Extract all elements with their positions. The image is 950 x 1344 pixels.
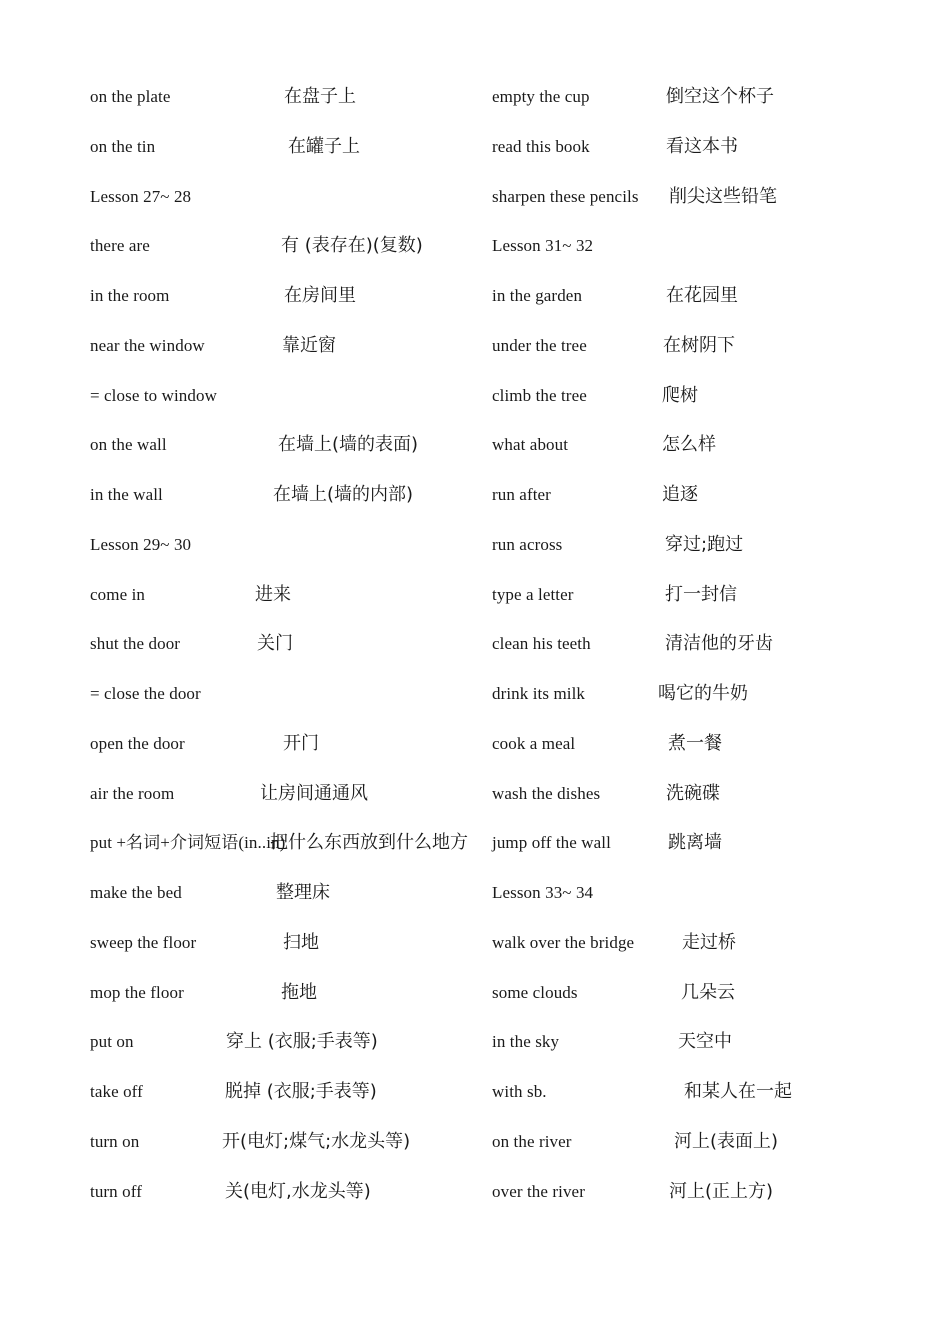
- chinese-meaning: 在树阴下: [663, 334, 735, 356]
- english-phrase: Lesson 33~ 34: [492, 883, 594, 902]
- chinese-meaning: 关(电灯,水龙头等): [225, 1180, 371, 1202]
- chinese-meaning: 穿上 (衣服;手表等): [226, 1031, 378, 1053]
- english-phrase: wash the dishes: [492, 783, 601, 803]
- english-phrase: Lesson 29~ 30: [90, 534, 192, 554]
- english-phrase: on the plate: [90, 87, 171, 106]
- english-phrase: mop the floor: [90, 982, 184, 1002]
- english-phrase: run across: [492, 534, 563, 554]
- english-phrase: = close to window: [90, 385, 217, 405]
- vocab-row: [0, 729, 950, 759]
- english-phrase: make the bed: [90, 883, 182, 902]
- vocab-row: [0, 1127, 950, 1157]
- chinese-meaning: 看这本书: [666, 135, 738, 157]
- chinese-meaning: 在罐子上: [288, 135, 360, 157]
- chinese-meaning: 河上(正上方): [669, 1180, 774, 1202]
- english-phrase: there are: [90, 236, 150, 256]
- vocab-row: [0, 928, 950, 958]
- chinese-meaning: 拖地: [281, 981, 317, 1003]
- english-phrase: what about: [492, 435, 569, 455]
- english-phrase: in the garden: [492, 286, 583, 305]
- english-phrase: put +名词+介词短语(in..in): [90, 833, 286, 853]
- chinese-meaning: 喝它的牛奶: [658, 683, 748, 704]
- english-phrase: near the window: [90, 335, 205, 355]
- vocab-row: [0, 480, 950, 510]
- vocab-row: [0, 629, 950, 659]
- english-phrase: turn off: [90, 1181, 142, 1201]
- vocab-row: [0, 281, 950, 311]
- chinese-meaning: 怎么样: [662, 434, 716, 456]
- english-phrase: = close the door: [90, 684, 201, 703]
- english-phrase: in the room: [90, 286, 170, 305]
- english-phrase: turn on: [90, 1131, 140, 1151]
- english-phrase: jump off the wall: [492, 833, 611, 853]
- vocab-row: [0, 1077, 950, 1107]
- vocab-row: [0, 679, 950, 709]
- chinese-meaning: 靠近窗: [282, 334, 336, 356]
- chinese-meaning: 和某人在一起: [684, 1081, 792, 1102]
- chinese-meaning: 走过桥: [682, 931, 736, 953]
- chinese-meaning: 倒空这个杯子: [666, 86, 774, 107]
- english-phrase: with sb.: [492, 1082, 547, 1101]
- english-phrase: on the wall: [90, 435, 167, 455]
- english-phrase: in the sky: [492, 1032, 560, 1052]
- english-phrase: sharpen these pencils: [492, 186, 639, 206]
- chinese-meaning: 在盘子上: [284, 86, 356, 107]
- vocab-row: [0, 779, 950, 809]
- vocab-row: [0, 828, 950, 858]
- chinese-meaning: 进来: [255, 583, 291, 605]
- vocab-row: [0, 580, 950, 610]
- english-phrase: in the wall: [90, 485, 163, 504]
- chinese-meaning: 跳离墙: [668, 832, 722, 854]
- english-phrase: come in: [90, 584, 145, 604]
- chinese-meaning: 扫地: [283, 931, 319, 953]
- chinese-meaning: 在墙上(墙的表面): [278, 434, 419, 456]
- english-phrase: walk over the bridge: [492, 932, 635, 952]
- chinese-meaning: 削尖这些铅笔: [669, 185, 777, 207]
- english-phrase: climb the tree: [492, 385, 587, 405]
- chinese-meaning: 让房间通通风: [260, 782, 368, 804]
- vocab-row: [0, 530, 950, 560]
- vocab-row: [0, 978, 950, 1008]
- english-phrase: on the river: [492, 1131, 572, 1151]
- chinese-meaning: 追逐: [662, 484, 698, 505]
- vocab-row: [0, 132, 950, 162]
- chinese-meaning: 煮一餐: [668, 732, 722, 754]
- vocab-row: [0, 82, 950, 112]
- vocab-row: [0, 430, 950, 460]
- english-phrase: clean his teeth: [492, 634, 591, 654]
- chinese-meaning: 整理床: [276, 882, 330, 903]
- english-phrase: take off: [90, 1082, 143, 1101]
- vocab-row: [0, 182, 950, 212]
- english-phrase: air the room: [90, 783, 175, 803]
- english-phrase: under the tree: [492, 335, 587, 355]
- chinese-meaning: 打一封信: [665, 583, 737, 605]
- vocab-row: [0, 231, 950, 261]
- english-phrase: put on: [90, 1032, 134, 1052]
- chinese-meaning: 开(电灯;煤气;水龙头等): [222, 1130, 411, 1152]
- vocab-row: [0, 878, 950, 908]
- vocab-row: [0, 331, 950, 361]
- english-phrase: read this book: [492, 136, 590, 156]
- english-phrase: sweep the floor: [90, 932, 197, 952]
- english-phrase: Lesson 27~ 28: [90, 186, 192, 206]
- english-phrase: drink its milk: [492, 684, 586, 703]
- english-phrase: over the river: [492, 1181, 585, 1201]
- chinese-meaning: 在房间里: [284, 285, 356, 306]
- chinese-meaning: 穿过;跑过: [665, 533, 744, 555]
- english-phrase: type a letter: [492, 584, 574, 604]
- vocab-row: [0, 1027, 950, 1057]
- chinese-meaning: 把什么东西放到什么地方: [270, 832, 468, 854]
- english-phrase: shut the door: [90, 634, 181, 654]
- chinese-meaning: 洗碗碟: [666, 782, 720, 804]
- english-phrase: Lesson 31~ 32: [492, 236, 594, 256]
- chinese-meaning: 在花园里: [666, 285, 738, 306]
- english-phrase: open the door: [90, 733, 185, 753]
- chinese-meaning: 爬树: [662, 384, 698, 406]
- chinese-meaning: 几朵云: [681, 981, 735, 1003]
- english-phrase: run after: [492, 485, 551, 504]
- chinese-meaning: 脱掉 (衣服;手表等): [225, 1081, 377, 1102]
- chinese-meaning: 天空中: [678, 1031, 732, 1053]
- chinese-meaning: 有 (表存在)(复数): [281, 235, 423, 257]
- english-phrase: some clouds: [492, 982, 578, 1002]
- chinese-meaning: 开门: [283, 732, 319, 754]
- chinese-meaning: 在墙上(墙的内部): [273, 484, 414, 505]
- english-phrase: empty the cup: [492, 87, 590, 106]
- chinese-meaning: 清洁他的牙齿: [665, 633, 773, 655]
- vocab-row: [0, 1177, 950, 1207]
- vocab-row: [0, 381, 950, 411]
- chinese-meaning: 河上(表面上): [674, 1130, 779, 1152]
- chinese-meaning: 关门: [257, 633, 293, 655]
- english-phrase: on the tin: [90, 136, 156, 156]
- english-phrase: cook a meal: [492, 733, 576, 753]
